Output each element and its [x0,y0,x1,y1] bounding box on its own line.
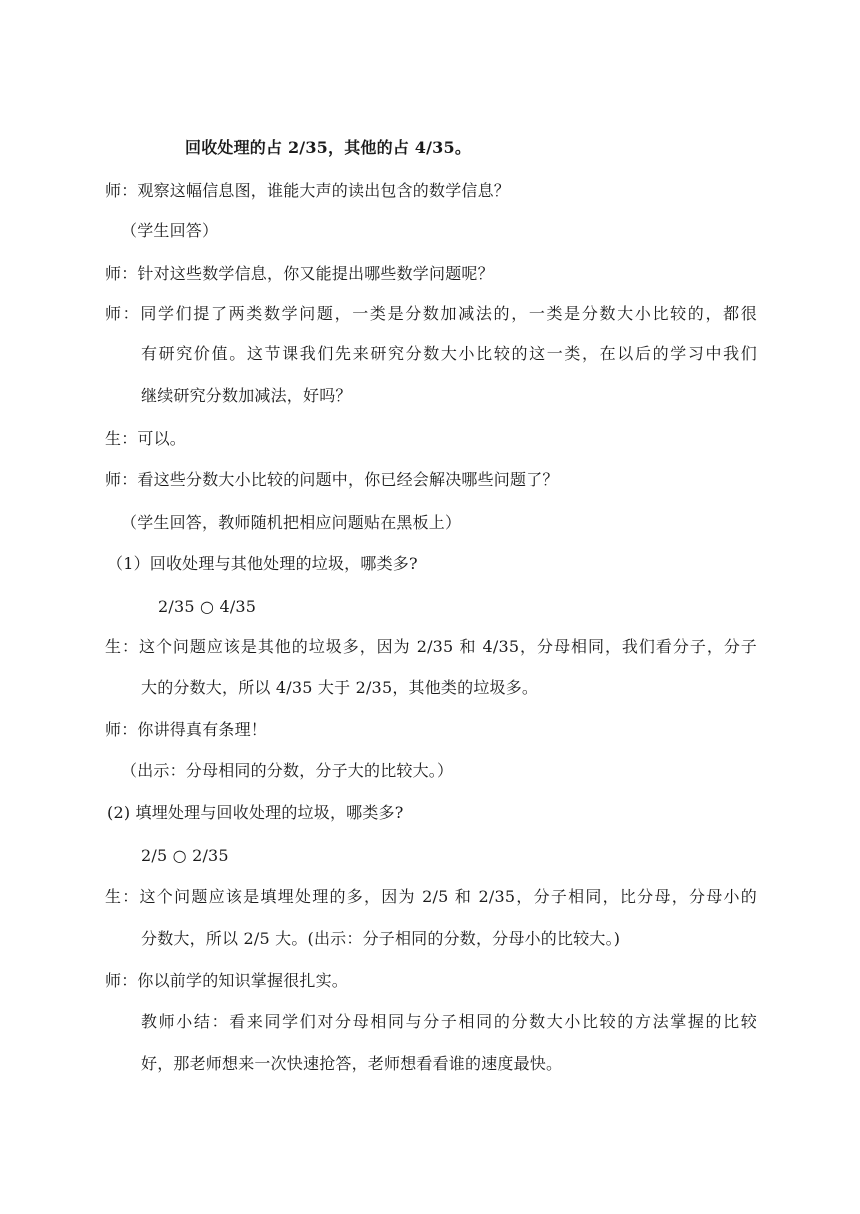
text-line-20: 分数大，所以 2/5 大。(出示：分子相同的分数，分母小的比较大。) [141,929,621,948]
text-line-19: 生：这个问题应该是填埋处理的多，因为 2/5 和 2/35，分子相同，比分母，分母小的 [105,887,757,906]
text-line-14: 大的分数大，所以 4/35 大于 2/35，其他类的垃圾多。 [141,678,539,697]
text-line-7: 继续研究分数加减法，好吗？ [141,386,352,405]
text-line-23: 好，那老师想来一次快速抢答，老师想看看谁的速度最快。 [141,1054,563,1073]
text-line-13: 生：这个问题应该是其他的垃圾多，因为 2/35 和 4/35，分母相同，我们看分子，分子 [105,637,757,656]
text-line-21: 师：你以前学的知识掌握很扎实。 [105,971,349,990]
text-line-10: （学生回答，教师随机把相应问题贴在黑板上） [121,513,462,532]
text-line-2: 师：观察这幅信息图，谁能大声的读出包含的数学信息？ [105,181,511,200]
text-line-4: 师：针对这些数学信息，你又能提出哪些数学问题呢？ [105,264,494,283]
text-line-11: （1）回收处理与其他处理的垃圾，哪类多? [107,554,418,573]
text-line-22: 教师小结：看来同学们对分母相同与分子相同的分数大小比较的方法掌握的比较 [141,1012,757,1031]
text-line-9: 师：看这些分数大小比较的问题中，你已经会解决哪些问题了？ [105,470,559,489]
text-line-1: 回收处理的占 2/35，其他的占 4/35。 [185,138,472,157]
text-line-3: （学生回答） [121,221,219,240]
text-line-17: (2) 填埋处理与回收处理的垃圾，哪类多? [107,803,404,822]
text-line-12: 2/35 ○ 4/35 [158,597,257,616]
text-line-5: 师：同学们提了两类数学问题，一类是分数加减法的，一类是分数大小比较的，都很 [105,304,757,323]
text-line-18: 2/5 ○ 2/35 [141,846,229,865]
text-line-16: （出示：分母相同的分数，分子大的比较大。） [121,761,454,780]
text-line-8: 生：可以。 [105,429,187,448]
text-line-15: 师：你讲得真有条理！ [105,720,268,739]
text-line-6: 有研究价值。这节课我们先来研究分数大小比较的这一类，在以后的学习中我们 [141,344,757,363]
